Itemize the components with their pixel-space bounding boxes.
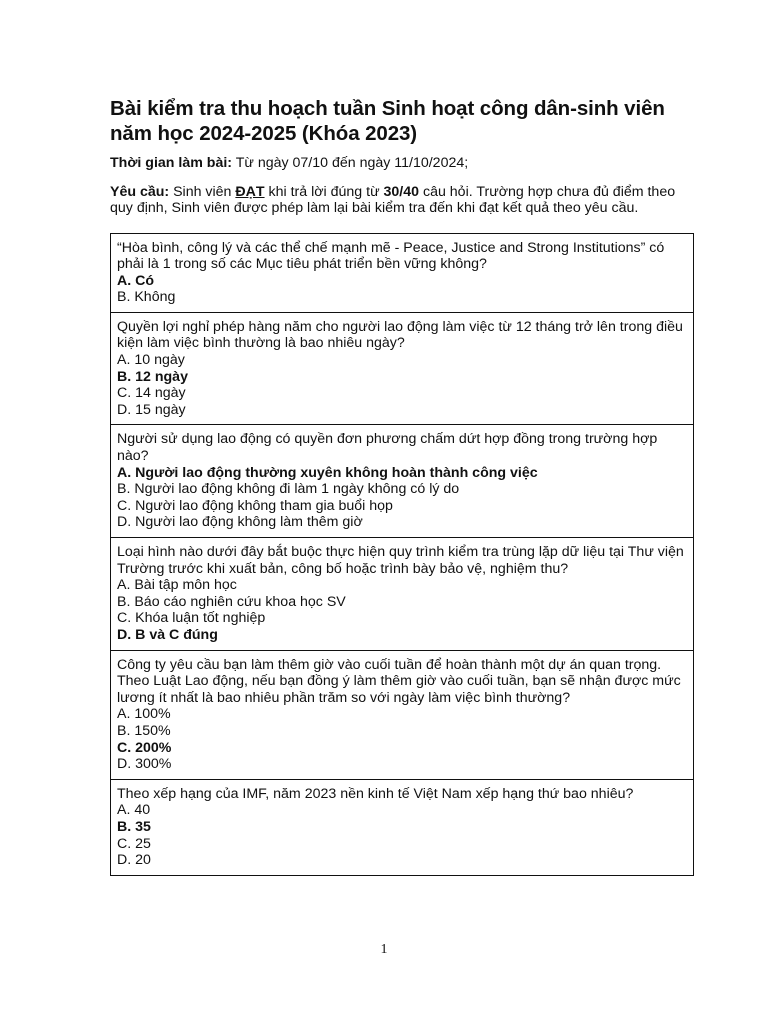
answer-option: D. 15 ngày (117, 401, 186, 418)
answer-option-correct: B. 35 (117, 818, 151, 835)
answer-option: B. Báo cáo nghiên cứu khoa học SV (117, 593, 346, 610)
answer-option-correct: B. 12 ngày (117, 368, 188, 385)
answer-option: A. 100% (117, 706, 171, 723)
document-title: Bài kiểm tra thu hoạch tuần Sinh hoạt công dân-sinh viên năm học 2024-2025 (Khóa 2023) (110, 97, 665, 145)
question-text: Theo xếp hạng của IMF, năm 2023 nền kinh tế Việt Nam xếp hạng thứ bao nhiêu? (117, 785, 634, 802)
question-text: Quyền lợi nghỉ phép hàng năm cho người lao động làm việc từ 12 tháng trở lên trong điều kiện làm việc bình thường là bao nhiêu ngày? (117, 318, 683, 352)
requirement-text-2: khi trả lời đúng từ (264, 183, 384, 200)
answer-option: C. 25 (117, 835, 151, 852)
question-cell (111, 424, 693, 537)
question-cell (111, 234, 693, 312)
answer-option-correct: A. Có (117, 272, 155, 289)
time-line (110, 155, 694, 172)
answer-option: A. 40 (117, 802, 151, 819)
time-label: Thời gian làm bài: (110, 155, 233, 171)
time-value: Từ ngày 07/10 đến ngày 11/10/2024; (232, 155, 469, 171)
requirement-label: Yêu cầu: (110, 183, 170, 200)
answer-option-correct: A. Người lao động thường xuyên không hoàn thành công việc (117, 464, 538, 481)
questions-table (110, 233, 694, 876)
answer-option: C. Khóa luận tốt nghiệp (117, 610, 266, 627)
answer-option: A. Bài tập môn học (117, 577, 237, 594)
requirement-line (110, 184, 694, 217)
answer-option-correct: D. B và C đúng (117, 626, 218, 643)
page-number: 1 (380, 942, 388, 957)
answer-option: A. 10 ngày (117, 352, 185, 369)
question-cell (111, 650, 693, 779)
question-cell (111, 537, 693, 650)
answer-option: D. Người lao động không làm thêm giờ (117, 514, 363, 531)
answer-option: D. 300% (117, 756, 172, 773)
answer-option: B. 150% (117, 722, 171, 739)
answer-option: C. 14 ngày (117, 385, 186, 402)
answer-option-correct: C. 200% (117, 739, 172, 756)
answer-option: B. Không (117, 289, 176, 306)
question-text: Người sử dụng lao động có quyền đơn phương chấm dứt hợp đồng trong trường hợp nào? (117, 431, 658, 465)
question-text: “Hòa bình, công lý và các thể chế mạnh mẽ - Peace, Justice and Strong Institutions” có phải là 1 trong số các Mục tiêu phát triển bền vững không? (117, 239, 665, 273)
question-text: Công ty yêu cầu bạn làm thêm giờ vào cuối tuần để hoàn thành một dự án quan trọng. Theo Luật Lao động, nếu bạn đồng ý làm thêm giờ vào cuối tuần, bạn sẽ nhận được mức lương ít nhất là bao nhiêu phần trăm so với ngày làm việc bình thường? (117, 656, 681, 706)
requirement-text-3: câu hỏi. Trường hợp chưa đủ điểm theo quy định, Sinh viên được phép làm lại bài kiểm tra đến khi đạt kết quả theo yêu cầu. (110, 183, 676, 216)
answer-option: D. 20 (117, 852, 151, 869)
requirement-text-1: Sinh viên (169, 183, 236, 200)
question-text: Loại hình nào dưới đây bắt buộc thực hiện quy trình kiểm tra trùng lặp dữ liệu tại Thư viện Trường trước khi xuất bản, công bố hoặc trình bày bảo vệ, nghiệm thu? (117, 544, 684, 577)
question-cell (111, 312, 693, 425)
requirement-pass: ĐẠT (235, 183, 265, 200)
answer-option: C. Người lao động không tham gia buổi họp (117, 497, 393, 514)
answer-option: B. Người lao động không đi làm 1 ngày không có lý do (117, 481, 460, 498)
requirement-score: 30/40 (383, 183, 420, 200)
question-cell (111, 779, 693, 875)
document-page (110, 96, 694, 876)
